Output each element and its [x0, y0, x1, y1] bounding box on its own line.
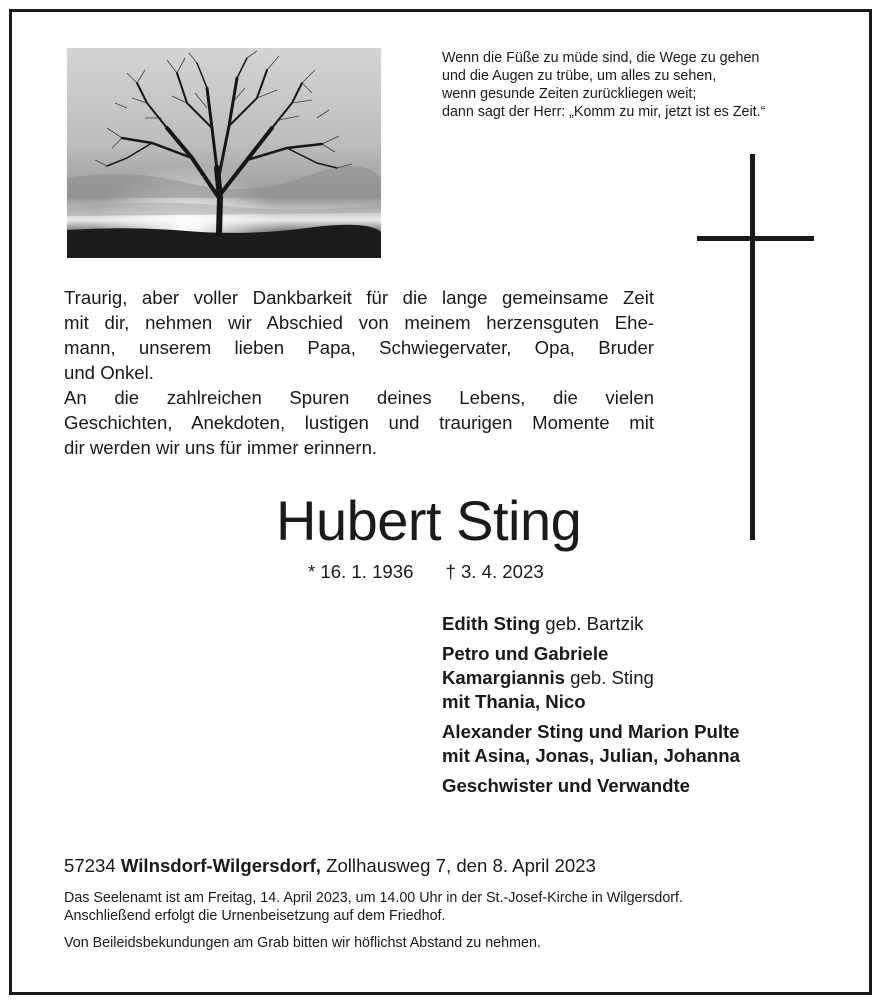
farewell-paragraph — [64, 285, 654, 385]
zip-code: 57234 — [64, 855, 121, 876]
address-date: Zollhausweg 7, den 8. April 2023 — [320, 855, 596, 876]
paragraph-line: Traurig, aber voller Dankbarkeit für die lange gemeinsame Zeit — [64, 287, 654, 308]
place-and-date — [64, 854, 596, 878]
death-date: † 3. 4. 2023 — [445, 561, 544, 582]
paragraph-line: mann, unserem lieben Papa, Schwiegervater, Opa, Bruder — [64, 337, 654, 358]
life-dates — [308, 560, 544, 584]
mourner-name: Petro und Gabriele — [442, 643, 609, 664]
paragraph-line: dir werden wir uns für immer erinnern. — [64, 437, 378, 458]
mourner-group — [442, 720, 740, 768]
mourners-list — [442, 612, 740, 804]
paragraph-line: Geschichten, Anekdoten, lustigen und traurigen Momente mit — [64, 412, 654, 433]
mourner-group — [442, 774, 740, 798]
tree-sunset-image — [67, 48, 381, 258]
mourner-name: Alexander Sting und Marion Pulte — [442, 721, 740, 742]
notice-line: Anschließend erfolgt die Urnenbeisetzung auf dem Friedhof. — [64, 908, 446, 924]
memories-paragraph — [64, 385, 654, 460]
mourner-group — [442, 612, 740, 636]
paragraph-line: und Onkel. — [64, 362, 154, 383]
paragraph-line: An die zahlreichen Spuren deines Lebens, die vielen — [64, 387, 654, 408]
town: Wilnsdorf-Wilgersdorf, — [120, 855, 321, 876]
cross-icon — [750, 154, 755, 540]
poem-line: wenn gesunde Zeiten zurückliegen weit; — [442, 86, 697, 102]
paragraph-line: mit dir, nehmen wir Abschied von meinem herzensguten Ehe- — [64, 312, 654, 333]
mourner-name: Kamargiannis — [442, 667, 565, 688]
service-notice — [64, 889, 683, 925]
mourner-children: mit Thania, Nico — [442, 691, 586, 712]
poem-line: Wenn die Füße zu müde sind, die Wege zu gehen — [442, 50, 760, 66]
mourner-group — [442, 642, 740, 714]
mourner-name: Edith Sting — [442, 613, 541, 634]
poem-line: dann sagt der Herr: „Komm zu mir, jetzt ist es Zeit.“ — [442, 104, 766, 120]
deceased-name: Hubert Sting — [276, 489, 582, 552]
condolence-notice: Von Beileidsbekundungen am Grab bitten wir höflichst Abstand zu nehmen. — [64, 935, 541, 951]
mourner-maiden-name: geb. Sting — [564, 667, 654, 688]
mourner-name: Geschwister und Verwandte — [442, 775, 690, 796]
mourner-maiden-name: geb. Bartzik — [540, 613, 644, 634]
poem-line: und die Augen zu trübe, um alles zu sehen, — [442, 68, 717, 84]
poem — [442, 49, 842, 121]
mourner-children: mit Asina, Jonas, Julian, Johanna — [442, 745, 740, 766]
cross-icon-beam — [697, 236, 814, 241]
notice-line: Das Seelenamt ist am Freitag, 14. April 2023, um 14.00 Uhr in der St.-Josef-Kirche in Wilgersdorf. — [64, 890, 684, 906]
birth-date: * 16. 1. 1936 — [308, 561, 414, 582]
